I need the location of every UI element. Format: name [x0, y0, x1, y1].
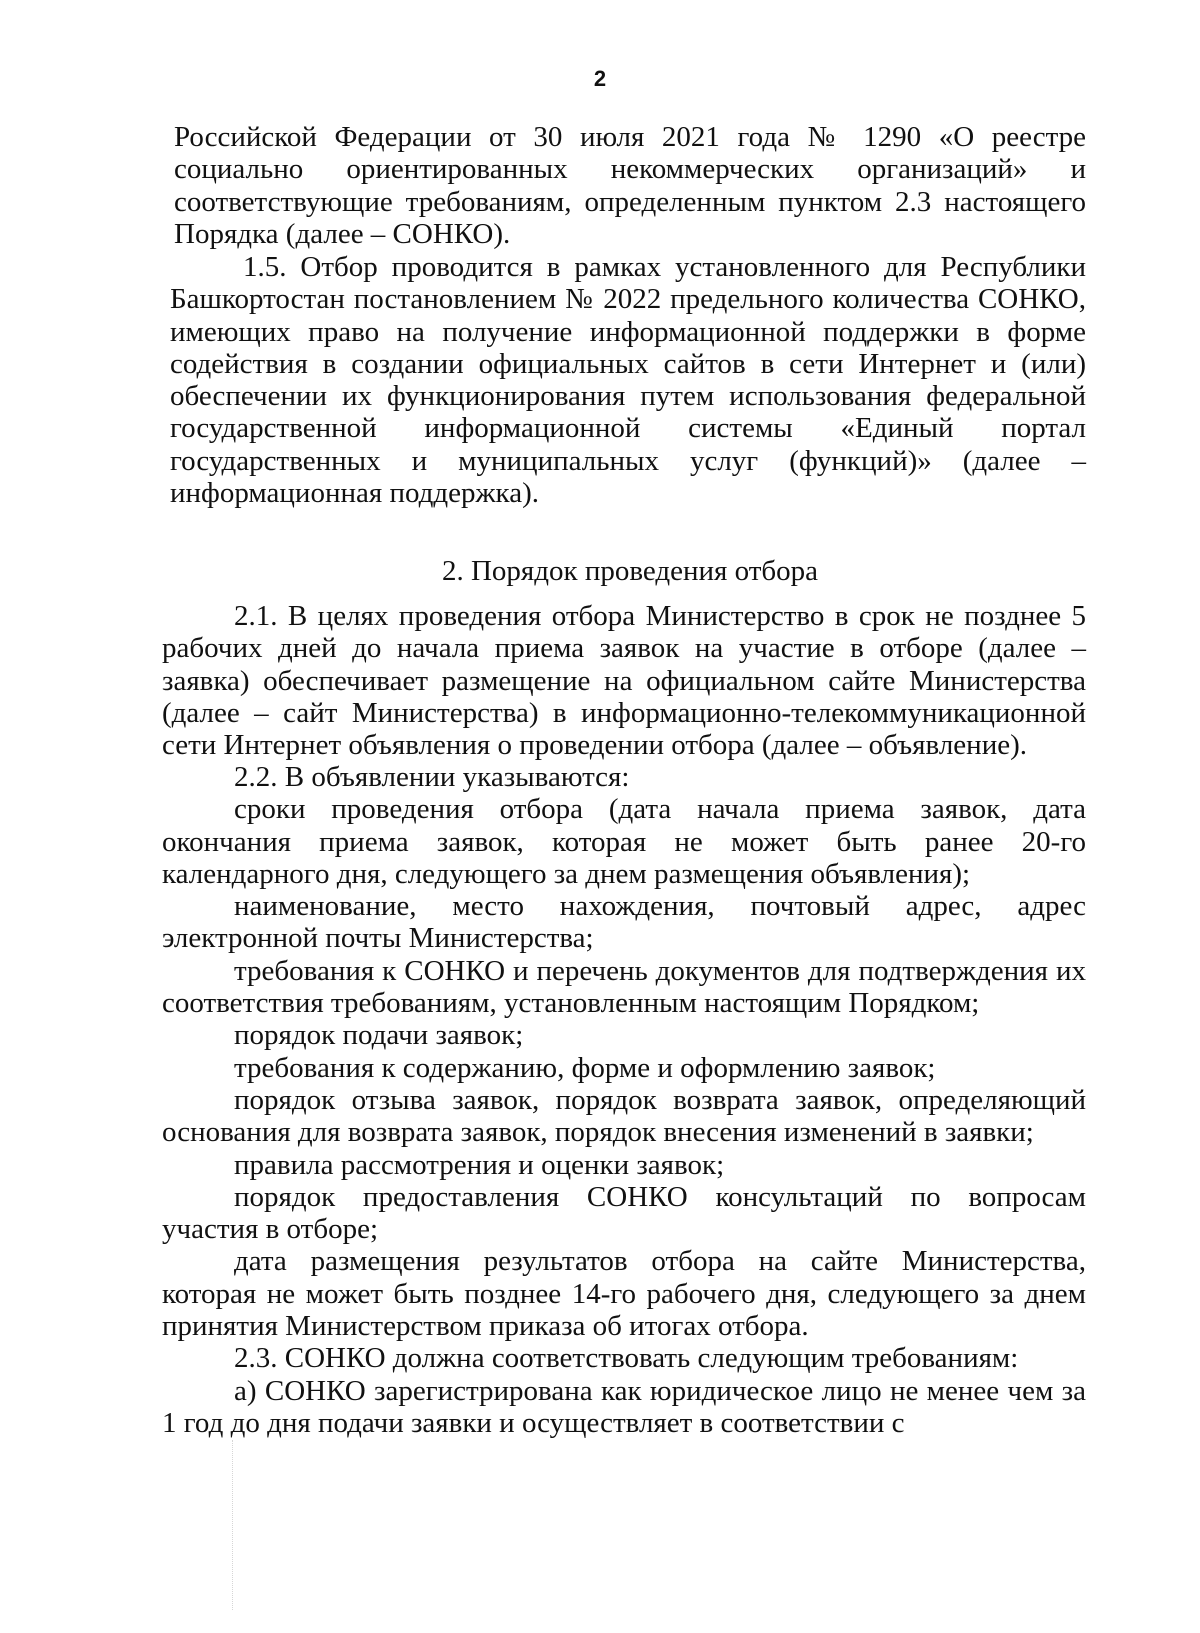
list-item: порядок отзыва заявок, порядок возврата заявок, определяющий основания для возврата заявок, порядок внесения изменений в заявки;	[162, 1083, 1086, 1149]
list-item: правила рассмотрения и оценки заявок;	[234, 1148, 725, 1181]
paragraph-continuation: Российской Федерации от 30 июля 2021 года № 1290 «О реестре социально ориентированных некоммерческих организаций» и соответствующие требованиям, определенным пунктом 2.3 настоящего Порядка (далее – СОНКО).	[174, 121, 1086, 250]
list-item: сроки проведения отбора (дата начала приема заявок, дата окончания приема заявок, которая не может быть ранее 20-го календарного дня, следующего за днем размещения объявления);	[162, 793, 1086, 890]
scan-artifact	[232, 1440, 323, 1610]
section-heading: 2. Порядок проведения отбора	[441, 555, 819, 587]
paragraph-2-3: 2.3. СОНКО должна соответствовать следующим требованиям:	[234, 1342, 1019, 1375]
list-item: порядок предоставления СОНКО консультаций по вопросам участия в отборе;	[162, 1180, 1086, 1246]
paragraph-2-1: 2.1. В целях проведения отбора Министерство в срок не позднее 5 рабочих дней до начала приема заявок на участие в отборе (далее – заявка) обеспечивает размещение на официальном сайте Министерства (далее – сайт Министерства) в информационно-телекоммуникационной сети Интернет объявления о проведении отбора (далее – объявление).	[162, 600, 1086, 762]
page-number: 2	[593, 66, 607, 91]
paragraph-1-5: 1.5. Отбор проводится в рамках установленного для Республики Башкортостан постановлением № 2022 предельного количества СОНКО, имеющих право на получение информационной поддержки в форме содействия в создании официальных сайтов в сети Интернет и (или) обеспечении их функционирования путем использования федеральной государственной информационной системы «Единый портал государственных и муниципальных услуг (функций)» (далее – информационная поддержка).	[170, 251, 1086, 510]
list-item: требования к СОНКО и перечень документов для подтверждения их соответствия требованиям, установленным настоящим Порядком;	[162, 954, 1086, 1020]
list-item: наименование, место нахождения, почтовый адрес, адрес электронной почты Министерства;	[162, 890, 1086, 955]
list-item: требования к содержанию, форме и оформлению заявок;	[234, 1051, 936, 1084]
list-item: дата размещения результатов отбора на сайте Министерства, которая не может быть позднее 14-го рабочего дня, следующего за днем принятия Министерством приказа об итогах отбора.	[162, 1245, 1086, 1343]
list-item: а) СОНКО зарегистрирована как юридическое лицо не менее чем за 1 год до дня подачи заявки и осуществляет в соответствии с	[162, 1374, 1086, 1439]
paragraph-2-2: 2.2. В объявлении указываются:	[234, 761, 630, 793]
list-item: порядок подачи заявок;	[234, 1019, 524, 1052]
paragraph-list	[162, 761, 1086, 1439]
